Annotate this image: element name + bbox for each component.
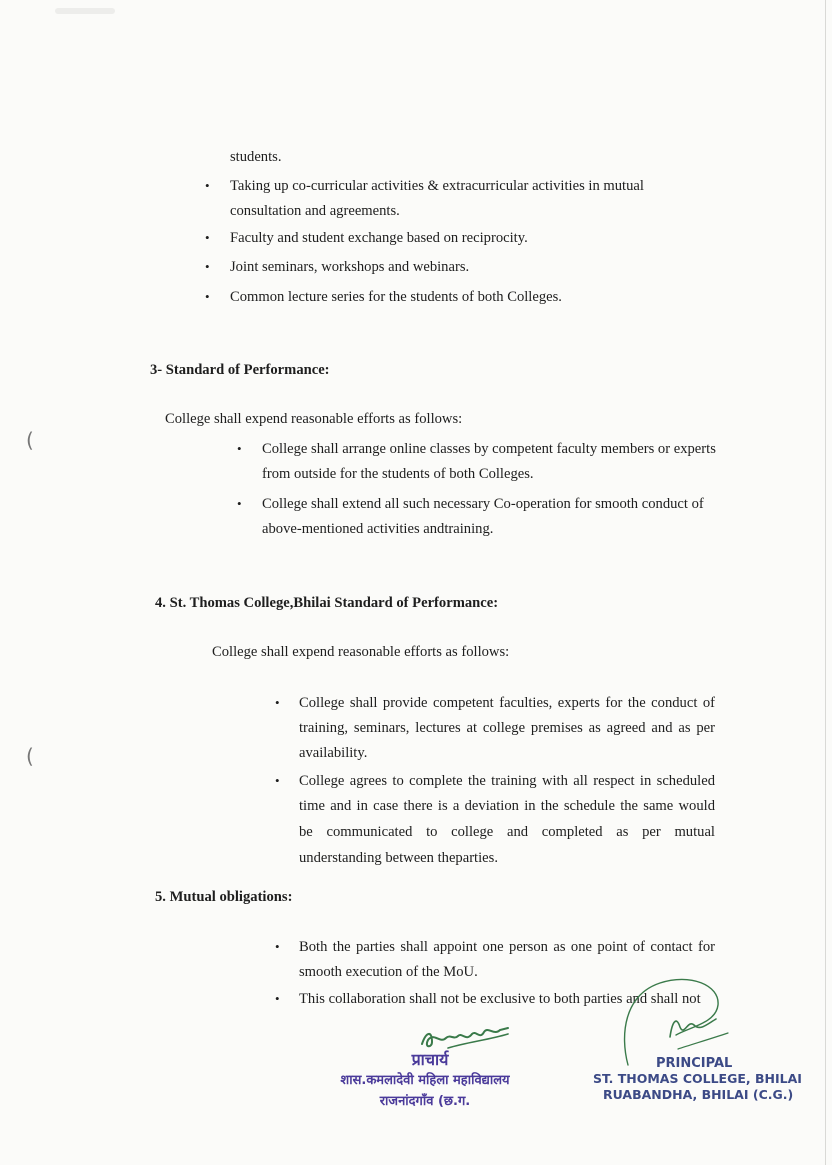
stamp-line: ST. THOMAS COLLEGE, BHILAI (593, 1071, 802, 1086)
list-item-line: College agrees to complete the training with all respect in scheduled (299, 773, 715, 789)
section-heading: 4. St. Thomas College,Bhilai Standard of Performance: (155, 595, 499, 611)
margin-mark: ( (26, 744, 34, 768)
stamp-line: RUABANDHA, BHILAI (C.G.) (603, 1087, 794, 1102)
bullet-glyph: • (205, 259, 210, 274)
section-intro: College shall expend reasonable efforts as follows: (212, 644, 510, 660)
section-intro: College shall expend reasonable efforts as follows: (165, 411, 463, 427)
list-item-line: Common lecture series for the students of both Colleges. (230, 289, 562, 305)
list-item-line: above-mentioned activities andtraining. (262, 521, 494, 537)
list-item-line: This collaboration shall not be exclusive to both parties and shall not (299, 991, 701, 1007)
list-item-line: understanding between theparties. (299, 850, 498, 866)
bullet-glyph: • (205, 178, 210, 193)
list-item-line: time and in case there is a deviation in the schedule the same would (299, 798, 715, 814)
scan-smudge (55, 8, 115, 14)
list-item-line: availability. (299, 745, 368, 761)
list-item-line: consultation and agreements. (230, 203, 400, 219)
stamp-line: PRINCIPAL (656, 1056, 733, 1071)
stamp-line: प्राचार्य (411, 1050, 449, 1069)
section-heading: 3- Standard of Performance: (150, 362, 330, 378)
list-item-line: College shall extend all such necessary Co-operation for smooth conduct of (262, 496, 704, 512)
list-item-line: smooth execution of the MoU. (299, 964, 478, 980)
bullet-glyph: • (275, 773, 280, 788)
page-edge (825, 0, 826, 1165)
list-item-line: Taking up co-curricular activities & extracurricular activities in mutual (230, 178, 644, 194)
left-signature (418, 1020, 513, 1054)
list-item-line: Joint seminars, workshops and webinars. (230, 259, 470, 275)
list-item-line: College shall provide competent faculties, experts for the conduct of (299, 695, 715, 711)
list-item-line: training, seminars, lectures at college premises as agreed and as per (299, 720, 715, 736)
list-item-line: from outside for the students of both Colleges. (262, 466, 534, 482)
bullet-glyph: • (275, 991, 280, 1006)
section-heading: 5. Mutual obligations: (155, 889, 293, 905)
bullet-glyph: • (237, 441, 242, 456)
stamp-line: राजनांदगाँव (छ.ग. (379, 1094, 471, 1109)
bullet-glyph: • (275, 695, 280, 710)
list-item-line: be communicated to college and completed as per mutual (299, 824, 715, 840)
stamp-line: शास.कमलादेवी महिला महाविद्यालय (340, 1073, 510, 1088)
bullet-glyph: • (205, 289, 210, 304)
bullet-glyph: • (205, 230, 210, 245)
list-item-line: Faculty and student exchange based on reciprocity. (230, 230, 528, 246)
bullet-glyph: • (237, 496, 242, 511)
list-item-line: College shall arrange online classes by competent faculty members or experts (262, 441, 716, 457)
margin-mark: ( (26, 428, 34, 452)
list-item-line: Both the parties shall appoint one person as one point of contact for (299, 939, 715, 955)
bullet-glyph: • (275, 939, 280, 954)
carry-line: students. (230, 149, 282, 165)
